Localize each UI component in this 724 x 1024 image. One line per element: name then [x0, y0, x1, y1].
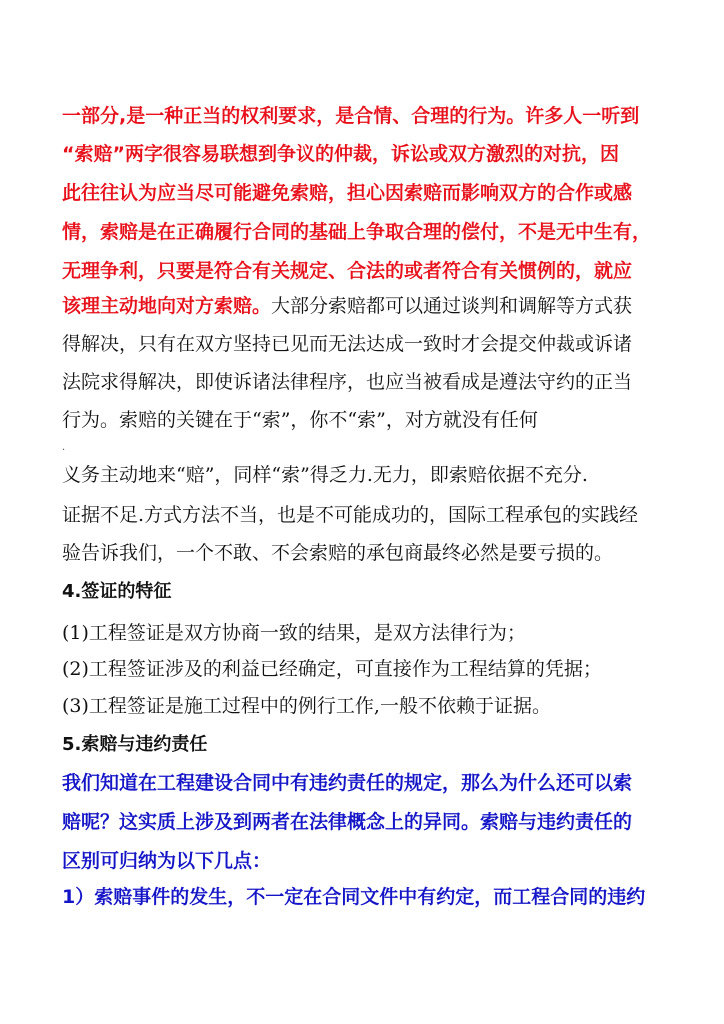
red-line-4: 情，索赔是在正确履行合同的基础上争取合理的偿付，不是无中生有， [62, 221, 652, 243]
plain-line-3: 行为。索赔的关键在于“索”，你不“索”，对方就没有任何 [62, 409, 538, 431]
plain-line-2: 法院求得解决，即使诉诸法律程序，也应当被看成是遵法守约的正当 [62, 371, 633, 393]
stray-mark: · [62, 445, 66, 456]
red-line-6: 该理主动地向对方索赔。 [62, 295, 272, 317]
mixed-line [62, 293, 632, 319]
section-4-item-1: (1)工程签证是双方协商一致的结果，是双方法律行为； [62, 622, 526, 644]
blue-line-3: 区别可归纳为以下几点： [62, 850, 272, 872]
section-4-item-2: (2)工程签证涉及的利益已经确定，可直接作为工程结算的凭据； [62, 658, 602, 680]
section-4-item-3: (3)工程签证是施工过程中的例行工作,一般不依赖于证据。 [62, 695, 551, 717]
plain-line-4: 义务主动地来“赔”，同样“索”得乏力.无力，即索赔依据不充分. [62, 464, 588, 486]
blue-line-1: 我们知道在工程建设合同中有违约责任的规定，那么为什么还可以索 [62, 772, 633, 794]
red-line-3: 此往往认为应当尽可能避免索赔，担心因索赔而影响双方的合作或感 [62, 182, 633, 204]
plain-line-6: 验告诉我们，一个不敢、不会索赔的承包商最终必然是要亏损的。 [62, 542, 614, 564]
section-5-heading: 5.索赔与违约责任 [62, 734, 208, 755]
plain-line-start: 大部分索赔都可以通过谈判和调解等方式获 [271, 295, 633, 317]
section-4-heading: 4.签证的特征 [62, 581, 172, 602]
plain-line-1: 得解决，只有在双方坚持已见而无法达成一致时才会提交仲裁或诉诸 [62, 333, 633, 355]
blue-line-4: 1）索赔事件的发生，不一定在合同文件中有约定，而工程合同的违约 [62, 886, 646, 908]
red-line-1: 一部分,是一种正当的权利要求，是合情、合理的行为。许多人一听到 [62, 105, 640, 127]
blue-line-2: 赔呢？这实质上涉及到两者在法律概念上的异同。索赔与违约责任的 [62, 811, 633, 833]
red-line-5: 无理争利，只要是符合有关规定、合法的或者符合有关惯例的，就应 [62, 260, 633, 282]
plain-line-5: 证据不足.方式方法不当，也是不可能成功的，国际工程承包的实践经 [62, 504, 639, 526]
red-line-2: “索赔”两字很容易联想到争议的仲裁，诉讼或双方激烈的对抗，因 [62, 143, 619, 165]
